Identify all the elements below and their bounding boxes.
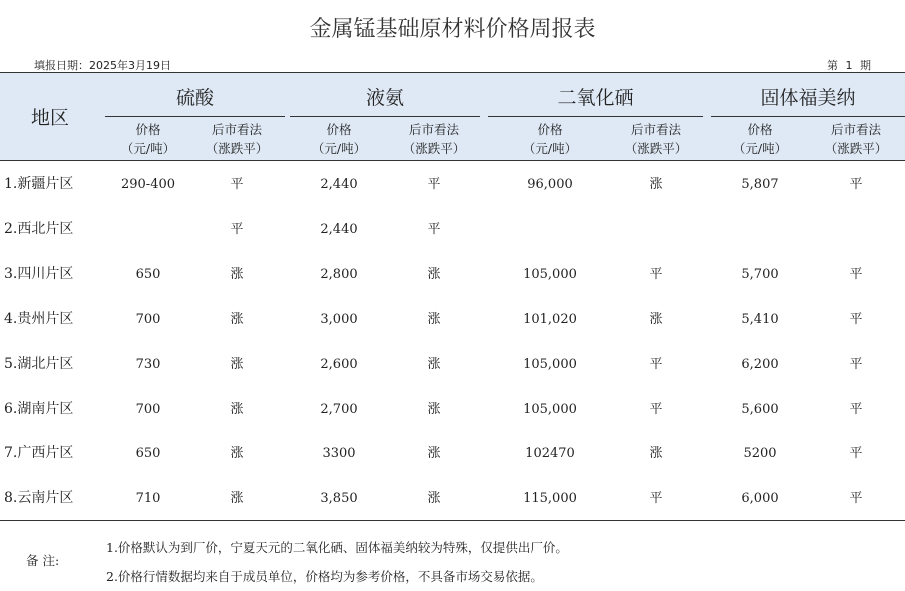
outlook-cell: 平 — [649, 267, 663, 282]
price-header: 价格 （元/吨） — [522, 122, 578, 156]
region-cell: 3.四川片区 — [4, 266, 74, 282]
outlook-cell: 平 — [230, 222, 244, 237]
outlook-cell: 涨 — [230, 357, 244, 372]
price-cell: 710 — [135, 491, 161, 506]
table-row — [0, 431, 905, 476]
header-bottom-rule — [0, 160, 905, 161]
region-cell: 4.贵州片区 — [4, 311, 74, 327]
outlook-header: 后市看法 （涨跌平） — [205, 122, 269, 156]
outlook-cell: 涨 — [649, 312, 663, 327]
note-item: 1.价格默认为到厂价，宁夏天元的二氧化硒、固体福美纳较为特殊，仅提供出厂价。 — [106, 540, 568, 555]
price-cell: 730 — [135, 357, 161, 372]
table-row — [0, 342, 905, 387]
price-cell: 101,020 — [523, 312, 577, 327]
price-cell: 650 — [135, 267, 161, 282]
outlook-cell: 平 — [427, 177, 441, 192]
price-cell: 2,440 — [320, 177, 358, 192]
issue-prefix: 第 — [827, 59, 838, 72]
outlook-header: 后市看法 （涨跌平） — [824, 122, 888, 156]
price-cell: 650 — [135, 446, 161, 461]
price-cell: 700 — [135, 402, 161, 417]
table-row — [0, 162, 905, 207]
price-cell: 5,410 — [741, 312, 779, 327]
price-cell — [508, 207, 592, 252]
outlook-cell: 平 — [427, 222, 441, 237]
outlook-cell: 涨 — [649, 446, 663, 461]
outlook-cell: 涨 — [427, 446, 441, 461]
report-title: 金属锰基础原材料价格周报表 — [309, 17, 596, 42]
outlook-header: 后市看法 （涨跌平） — [624, 122, 688, 156]
price-cell: 5,700 — [741, 267, 779, 282]
region-cell: 8.云南片区 — [4, 490, 74, 506]
table-row — [0, 476, 905, 521]
price-cell: 105,000 — [523, 402, 577, 417]
outlook-cell: 涨 — [230, 267, 244, 282]
outlook-cell: 涨 — [230, 491, 244, 506]
outlook-cell — [610, 207, 702, 252]
group-header-selenium-dioxide: 二氧化硒 — [557, 87, 634, 109]
outlook-cell: 平 — [649, 491, 663, 506]
region-cell: 5.湖北片区 — [4, 356, 74, 372]
group-header-solid-fumeina: 固体福美纳 — [760, 87, 856, 109]
price-cell: 2,440 — [320, 222, 358, 237]
table-top-rule — [0, 72, 905, 73]
outlook-cell: 平 — [849, 446, 863, 461]
outlook-cell: 涨 — [427, 491, 441, 506]
table-row — [0, 207, 905, 252]
notes-label: 备 注: — [26, 553, 60, 568]
outlook-cell: 平 — [849, 357, 863, 372]
region-cell: 7.广西片区 — [4, 445, 74, 461]
outlook-cell: 涨 — [427, 357, 441, 372]
price-cell: 290-400 — [120, 177, 176, 192]
group-rule — [711, 116, 905, 117]
price-cell — [718, 207, 802, 252]
outlook-cell — [810, 207, 902, 252]
outlook-header: 后市看法 （涨跌平） — [402, 122, 466, 156]
issue-value: 1 — [845, 59, 853, 72]
outlook-cell: 平 — [849, 177, 863, 192]
price-header: 价格 （元/吨） — [732, 122, 788, 156]
price-cell: 115,000 — [523, 491, 577, 506]
outlook-cell: 涨 — [427, 267, 441, 282]
group-rule — [105, 116, 285, 117]
price-cell: 5,600 — [741, 402, 779, 417]
price-cell: 3300 — [322, 446, 356, 461]
outlook-cell: 平 — [849, 267, 863, 282]
outlook-cell: 涨 — [649, 177, 663, 192]
price-cell: 3,850 — [320, 491, 358, 506]
outlook-cell: 涨 — [230, 312, 244, 327]
table-row — [0, 297, 905, 342]
price-cell: 5,807 — [741, 177, 779, 192]
price-cell: 105,000 — [523, 357, 577, 372]
price-cell: 3,000 — [320, 312, 358, 327]
outlook-cell: 平 — [230, 177, 244, 192]
outlook-cell: 平 — [849, 491, 863, 506]
price-header: 价格 （元/吨） — [120, 122, 176, 156]
region-cell: 6.湖南片区 — [4, 401, 74, 417]
group-header-liquid-ammonia: 液氨 — [365, 87, 404, 109]
price-cell: 102470 — [525, 446, 575, 461]
note-item: 2.价格行情数据均来自于成员单位，价格均为参考价格，不具备市场交易依据。 — [106, 569, 543, 584]
price-cell: 96,000 — [527, 177, 573, 192]
table-row — [0, 387, 905, 432]
price-cell: 105,000 — [523, 267, 577, 282]
table-row — [0, 252, 905, 297]
outlook-cell: 涨 — [230, 446, 244, 461]
price-cell: 2,600 — [320, 357, 358, 372]
outlook-cell: 平 — [849, 402, 863, 417]
group-rule — [488, 116, 703, 117]
outlook-cell: 平 — [849, 312, 863, 327]
price-cell: 6,200 — [741, 357, 779, 372]
issue-suffix: 期 — [860, 59, 871, 72]
price-cell: 5200 — [743, 446, 777, 461]
outlook-cell: 涨 — [230, 402, 244, 417]
region-cell: 2.西北片区 — [4, 221, 74, 237]
outlook-cell: 涨 — [427, 402, 441, 417]
report-date: 填报日期：2025年3月19日 — [34, 59, 171, 72]
region-column-header: 地区 — [30, 106, 69, 129]
price-cell — [108, 207, 188, 252]
region-cell: 1.新疆片区 — [4, 176, 74, 192]
issue-number — [825, 57, 873, 73]
price-header: 价格 （元/吨） — [311, 122, 367, 156]
outlook-cell: 平 — [649, 402, 663, 417]
group-rule — [290, 116, 480, 117]
price-cell: 2,800 — [320, 267, 358, 282]
outlook-cell: 平 — [649, 357, 663, 372]
price-cell: 700 — [135, 312, 161, 327]
price-cell: 2,700 — [320, 402, 358, 417]
price-cell: 6,000 — [741, 491, 779, 506]
outlook-cell: 涨 — [427, 312, 441, 327]
group-header-sulfuric-acid: 硫酸 — [175, 87, 214, 109]
